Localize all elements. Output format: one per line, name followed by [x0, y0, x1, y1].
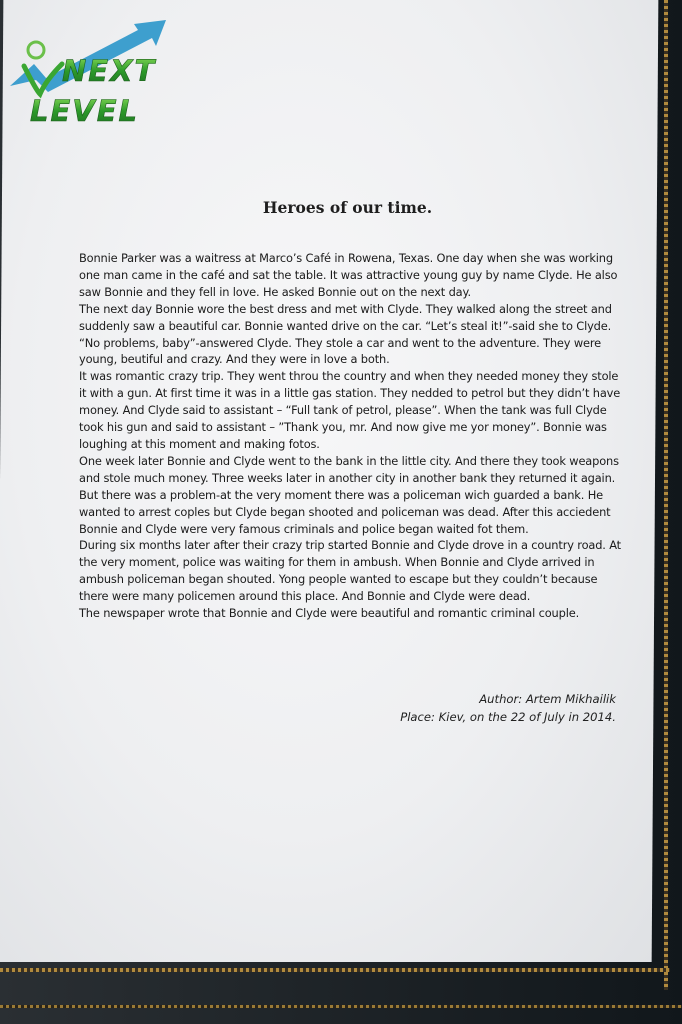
paragraph: The next day Bonnie wore the best dress and met with Clyde. They walked along the street and suddenly saw a beautiful car. Bonnie wanted drive on the car. “Let’s steal it!”-said she to Clyde. “No problems, baby”-answered Clyde. They stole a car and went to the adventure. They were young, beutiful and crazy. And they were in love a both.: [79, 301, 612, 367]
frame-gold-trim-lower: [0, 1005, 682, 1008]
paragraph: Bonnie Parker was a waitress at Marco’s Café in Rowena, Texas. One day when she was working one man came in the café and sat the table. It was attractive young guy by name Clyde. He also saw Bonnie and they fell in love. He asked Bonnie out on the next day.: [79, 251, 618, 299]
paragraph: During six months later after their crazy trip started Bonnie and Clyde drove in a country road. At the very moment, police was waiting for them in ambush. When Bonnie and Clyde arrived in ambush policeman began shouted. Yong people wanted to escape but they couldn’t because there were many policemen around this place. And Bonnie and Clyde were dead.: [79, 538, 622, 604]
frame-gold-trim-bottom: [0, 968, 670, 972]
paragraph: It was romantic crazy trip. They went throu the country and when they needed money they stole it with a gun. At first time it was in a little gas station. They nedded to petrol but they didn’t have money. And Clyde said to assistant – “Full tank of petrol, please”. When the tank was full Clyde took his gun and said to assistant – ”Thank you, mr. And now give me yor money”. Bonnie was loughing at this moment and making fotos.: [79, 369, 621, 451]
signature-block: [400, 690, 616, 726]
logo-line-level: LEVEL: [30, 94, 140, 128]
paragraph: The newspaper wrote that Bonnie and Clyde were beautiful and romantic criminal couple.: [79, 606, 580, 621]
paragraph: One week later Bonnie and Clyde went to the bank in the little city. And there they took weapons and stole much money. Three weeks later in another city in another bank they returned it again. But there was a problem-at the very moment there was a policeman wich guarded a bank. He wanted to arrest coples but Clyde began shooted and policeman was dead. After this acciedent Bonnie and Clyde were very famous criminals and police began waited fot them.: [79, 453, 619, 536]
person-head-icon: [28, 42, 44, 58]
author-line: Author: Artem Mikhailik: [479, 692, 616, 706]
place-line: Place: Kiev, on the 22 of July in 2014.: [400, 710, 616, 724]
next-level-logo: [6, 20, 178, 130]
frame-gold-trim-right: [664, 0, 668, 990]
document-title: Heroes of our time.: [262, 198, 433, 217]
logo-line-next: NEXT: [62, 54, 157, 88]
document-body: [79, 250, 624, 622]
